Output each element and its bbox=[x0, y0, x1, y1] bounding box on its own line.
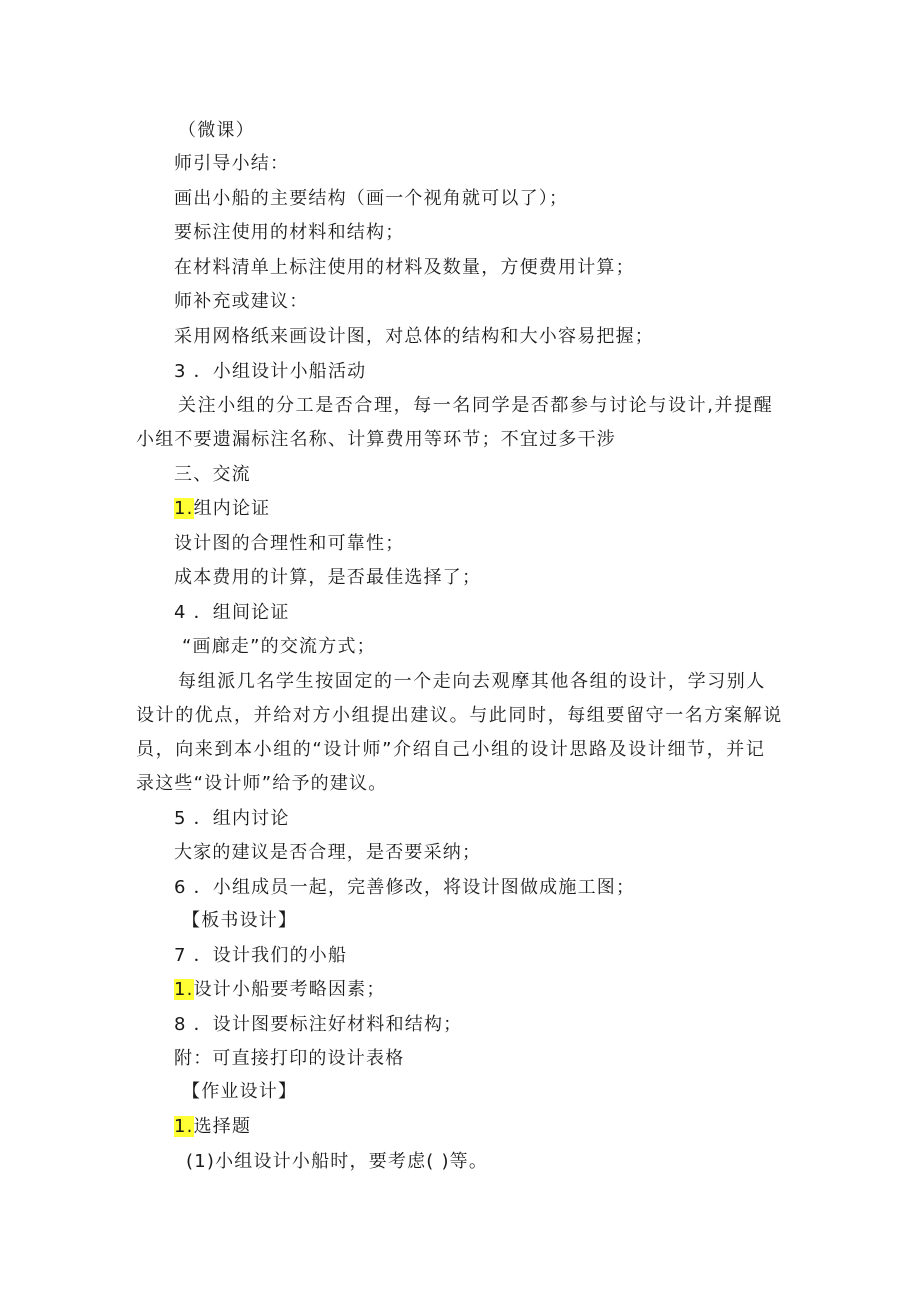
section-heading: 【作业设计】 bbox=[182, 1081, 298, 1102]
text-line: 要标注使用的材料和结构； bbox=[174, 222, 405, 243]
paragraph-line: 关注小组的分工是否合理，每一名同学是否都参与讨论与设计,并提醒 bbox=[178, 395, 774, 416]
paragraph-line: 设计的优点，并给对方小组提出建议。与此同时，每组要留守一名方案解说 bbox=[136, 705, 783, 726]
paragraph-line: 每组派几名学生按固定的一个走向去观摩其他各组的设计，学习别人 bbox=[178, 671, 766, 692]
numbered-heading: 5 ．组内讨论 bbox=[174, 808, 290, 829]
text-line: 画出小船的主要结构（画一个视角就可以了）； bbox=[174, 188, 569, 209]
text-line: 大家的建议是否合理，是否要采纳； bbox=[174, 842, 482, 863]
numbered-heading: 1.设计小船要考略因素； bbox=[174, 979, 386, 1000]
paragraph-line: 录这些“设计师”给予的建议。 bbox=[136, 773, 388, 794]
text-line: “画廊走”的交流方式； bbox=[182, 636, 376, 657]
list-number-highlight: 1. bbox=[174, 979, 194, 1000]
paragraph-line: 小组不要遗漏标注名称、计算费用等环节；不宜过多干涉 bbox=[136, 429, 616, 450]
text-line: 成本费用的计算，是否最佳选择了； bbox=[174, 567, 482, 588]
paragraph-line: 员，向来到本小组的“设计师”介绍自己小组的设计思路及设计细节，并记 bbox=[136, 739, 766, 760]
numbered-heading: 1.选择题 bbox=[174, 1116, 252, 1137]
list-number-highlight: 1. bbox=[174, 1116, 194, 1137]
section-heading: 【板书设计】 bbox=[182, 910, 298, 931]
numbered-heading: 4 ．组间论证 bbox=[174, 602, 290, 623]
text-line: （微课） bbox=[178, 120, 255, 141]
section-heading: 三、交流 bbox=[174, 464, 251, 485]
text-line: 师引导小结： bbox=[174, 153, 290, 174]
numbered-heading: 7 ．设计我们的小船 bbox=[174, 945, 348, 966]
numbered-heading: 1.组内论证 bbox=[174, 498, 271, 519]
question-line: (1)小组设计小船时，要考虑( )等。 bbox=[186, 1151, 489, 1172]
numbered-heading: 3 ．小组设计小船活动 bbox=[174, 361, 367, 382]
text-line: 附：可直接打印的设计表格 bbox=[174, 1048, 405, 1069]
text-line: 采用网格纸来画设计图，对总体的结构和大小容易把握； bbox=[174, 326, 654, 347]
text-line: 在材料清单上标注使用的材料及数量，方便费用计算； bbox=[174, 257, 635, 278]
numbered-heading: 6 ．小组成员一起，完善修改，将设计图做成施工图； bbox=[174, 877, 636, 898]
text-line: 设计图的合理性和可靠性； bbox=[174, 533, 405, 554]
list-number-highlight: 1. bbox=[174, 498, 194, 519]
text-line: 师补充或建议： bbox=[174, 291, 309, 312]
numbered-heading: 8 ．设计图要标注好材料和结构； bbox=[174, 1014, 463, 1035]
